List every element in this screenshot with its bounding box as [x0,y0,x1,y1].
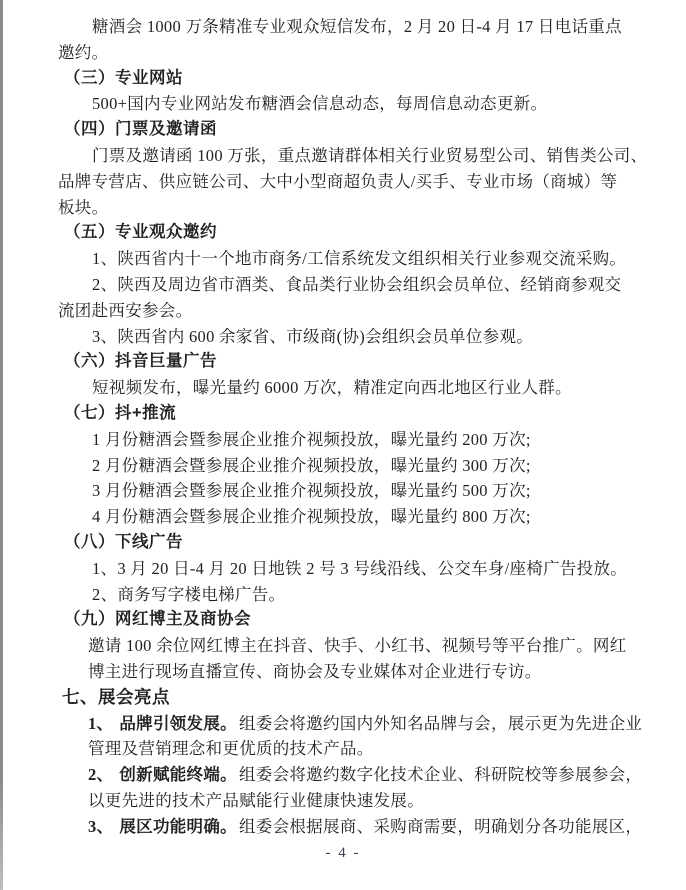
list-item-line: 1、陕西省内十一个地市商务/工信系统发文组织相关行业参观交流采购。 [92,249,627,269]
chapter-item-2-line-1 [88,762,643,788]
list-item-line: 1、3 月 20 日-4 月 20 日地铁 2 号 3 号线沿线、公交车身/座椅广告投放。 [92,558,628,578]
paragraph-line: 博主进行现场直播宣传、商协会及专业媒体对企业进行专访。 [88,661,542,681]
paragraph-line: 邀约。 [58,42,109,62]
chapter-item-3-line-1 [88,814,643,840]
item-text: 组委会根据展商、采购商需要，明确划分各功能展区， [238,816,643,836]
list-item-line: 2、商务写字楼电梯广告。 [92,584,286,604]
item-number: 3、 [88,816,114,836]
paragraph-line: 品牌专营店、供应链公司、大中小型商超负责人/买手、专业市场（商城）等 [58,171,618,191]
section-heading-7: （七）抖+推流 [64,403,177,422]
list-item-line: 3、陕西省内 600 余家省、市级商(协)会组织会员单位参观。 [92,326,534,346]
list-item-line: 2、陕西及周边省市酒类、食品类行业协会组织会员单位、经销商参观交 [92,274,622,294]
paragraph-line: 糖酒会 1000 万条精准专业观众短信发布，2 月 20 日-4 月 17 日电话重点 [92,17,622,36]
page-content [58,14,648,840]
paragraph-line: 短视频发布，曝光量约 6000 万次，精准定向西北地区行业人群。 [92,378,572,398]
item-text: 组委会将邀约数字化技术企业、科研院校等参展参会， [238,765,643,785]
list-item-line: 3 月份糖酒会暨参展企业推介视频投放，曝光量约 500 万次; [92,481,531,501]
list-item-line: 4 月份糖酒会暨参展企业推介视频投放，曝光量约 800 万次; [92,507,531,527]
list-item-line: 1 月份糖酒会暨参展企业推介视频投放，曝光量约 200 万次; [92,429,531,449]
section-heading-6: （六）抖音巨量广告 [64,352,217,371]
paragraph-line: 500+国内专业网站发布糖酒会信息动态，每周信息动态更新。 [92,94,548,114]
page-number: - 4 - [325,845,361,861]
paragraph-line: 门票及邀请函 100 万张，重点邀请群体相关行业贸易型公司、销售类公司、 [92,145,648,165]
section-heading-4: （四）门票及邀请函 [64,120,217,139]
section-heading-5: （五）专业观众邀约 [64,223,217,242]
chapter-item-2-line-2: 以更先进的技术产品赋能行业健康快速发展。 [88,790,424,810]
item-text: 组委会将邀约国内外知名品牌与会，展示更为先进企业 [238,713,643,733]
list-item-line: 2 月份糖酒会暨参展企业推介视频投放，曝光量约 300 万次; [92,455,531,475]
chapter-item-1-line-2: 管理及营销理念和更优质的技术产品。 [88,739,374,759]
paragraph-line: 邀请 100 余位网红博主在抖音、快手、小红书、视频号等平台推广。网红 [88,636,627,656]
item-label: 创新赋能终端。 [119,766,237,785]
chapter-heading: 七、展会亮点 [62,686,170,707]
list-item-line: 流团赴西安参会。 [58,300,193,320]
item-label: 展区功能明确。 [119,817,237,836]
paragraph-line: 板块。 [58,197,109,217]
item-number: 2、 [88,765,114,785]
chapter-item-1-line-1 [88,711,643,737]
page-edge-strip [0,0,3,890]
section-heading-3: （三）专业网站 [64,68,183,87]
section-heading-9: （九）网红博主及商协会 [64,610,251,629]
section-heading-8: （八）下线广告 [64,532,183,551]
item-number: 1、 [88,713,114,733]
item-label: 品牌引领发展。 [119,714,237,733]
